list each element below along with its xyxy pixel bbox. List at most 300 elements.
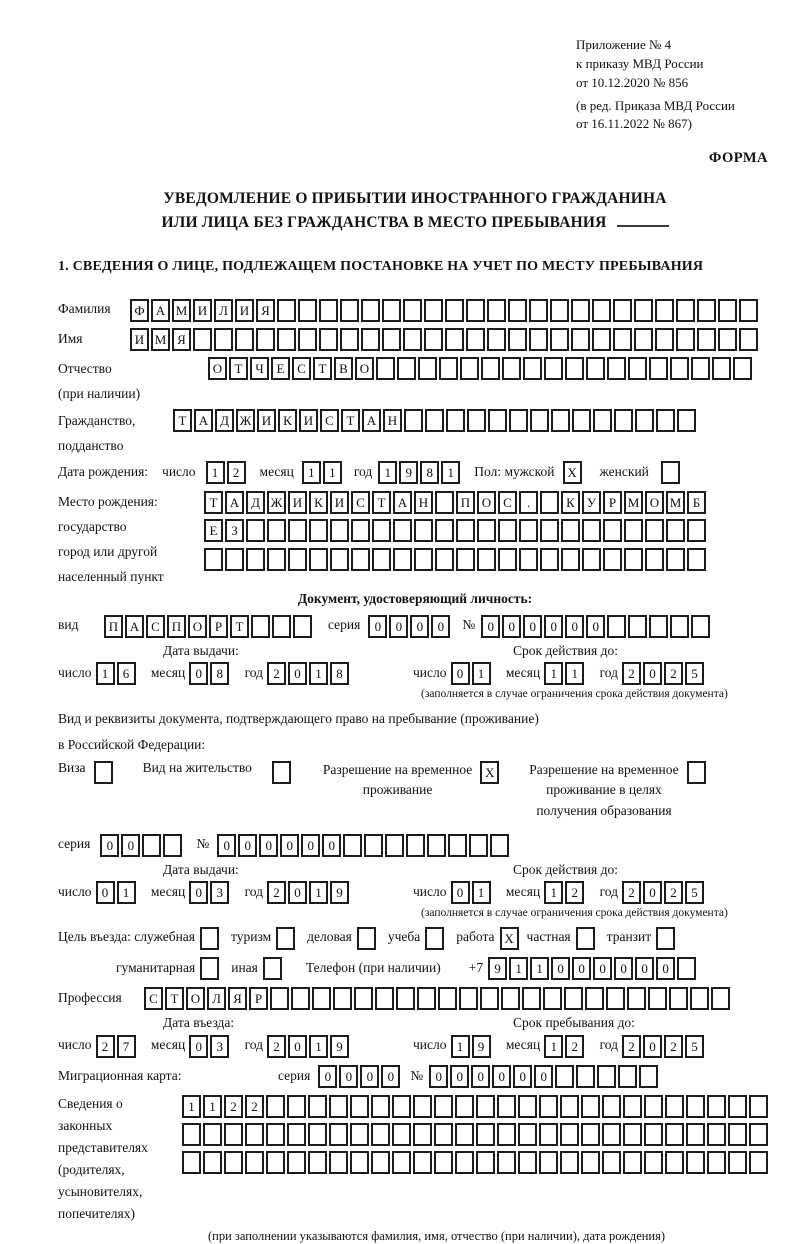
char-box[interactable]: 1 — [530, 957, 549, 980]
char-box[interactable]: 1 — [96, 662, 115, 685]
char-box[interactable] — [298, 328, 317, 351]
char-box[interactable]: 0 — [280, 834, 299, 857]
char-box[interactable] — [639, 1065, 658, 1088]
char-box[interactable] — [340, 328, 359, 351]
char-box[interactable]: М — [172, 299, 191, 322]
char-box[interactable] — [686, 1123, 705, 1146]
char-box[interactable] — [288, 519, 307, 542]
char-box[interactable] — [697, 299, 716, 322]
char-box[interactable] — [623, 1123, 642, 1146]
char-box[interactable]: М — [666, 491, 685, 514]
char-box[interactable]: 8 — [330, 662, 349, 685]
char-box[interactable] — [357, 927, 376, 950]
char-box[interactable]: 8 — [420, 461, 439, 484]
char-box[interactable]: 2 — [267, 662, 286, 685]
char-box[interactable] — [277, 328, 296, 351]
char-box[interactable] — [603, 519, 622, 542]
char-box[interactable]: Ж — [267, 491, 286, 514]
char-box[interactable]: 1 — [472, 881, 491, 904]
char-box[interactable]: 2 — [622, 662, 641, 685]
char-box[interactable] — [602, 1123, 621, 1146]
char-box[interactable]: 1 — [182, 1095, 201, 1118]
char-box[interactable]: 1 — [302, 461, 321, 484]
char-box[interactable]: Р — [603, 491, 622, 514]
char-box[interactable]: 0 — [565, 615, 584, 638]
char-box[interactable] — [246, 548, 265, 571]
char-box[interactable] — [655, 328, 674, 351]
char-box[interactable] — [393, 548, 412, 571]
char-box[interactable] — [677, 409, 696, 432]
char-box[interactable]: 5 — [685, 662, 704, 685]
char-box[interactable]: Я — [228, 987, 247, 1010]
char-box[interactable] — [649, 357, 668, 380]
char-box[interactable] — [266, 1095, 285, 1118]
char-box[interactable] — [424, 299, 443, 322]
char-box[interactable] — [592, 299, 611, 322]
char-box[interactable]: С — [351, 491, 370, 514]
char-box[interactable] — [544, 357, 563, 380]
char-box[interactable]: Л — [214, 299, 233, 322]
char-box[interactable]: 0 — [551, 957, 570, 980]
char-box[interactable]: Т — [372, 491, 391, 514]
char-box[interactable] — [446, 409, 465, 432]
char-box[interactable]: И — [235, 299, 254, 322]
char-box[interactable]: 0 — [635, 957, 654, 980]
char-box[interactable]: С — [292, 357, 311, 380]
char-box[interactable]: 2 — [622, 881, 641, 904]
char-box[interactable] — [518, 1123, 537, 1146]
char-box[interactable]: Т — [173, 409, 192, 432]
char-box[interactable]: 0 — [288, 881, 307, 904]
char-box[interactable] — [560, 1095, 579, 1118]
char-box[interactable] — [163, 834, 182, 857]
char-box[interactable] — [455, 1123, 474, 1146]
char-box[interactable]: 9 — [330, 1035, 349, 1058]
char-box[interactable] — [403, 328, 422, 351]
char-box[interactable]: 0 — [431, 615, 450, 638]
char-box[interactable]: И — [130, 328, 149, 351]
char-box[interactable]: К — [561, 491, 580, 514]
char-box[interactable]: 0 — [410, 615, 429, 638]
char-box[interactable] — [518, 1095, 537, 1118]
char-box[interactable]: У — [582, 491, 601, 514]
char-box[interactable] — [539, 1123, 558, 1146]
char-box[interactable] — [204, 548, 223, 571]
char-box[interactable]: 5 — [685, 1035, 704, 1058]
char-box[interactable] — [351, 519, 370, 542]
char-box[interactable]: 2 — [565, 881, 584, 904]
char-box[interactable] — [509, 409, 528, 432]
char-box[interactable] — [597, 1065, 616, 1088]
char-box[interactable] — [393, 519, 412, 542]
char-box[interactable]: Д — [215, 409, 234, 432]
char-box[interactable] — [467, 409, 486, 432]
char-box[interactable] — [613, 328, 632, 351]
char-box[interactable]: Т — [230, 615, 249, 638]
char-box[interactable] — [618, 1065, 637, 1088]
char-box[interactable]: П — [167, 615, 186, 638]
char-box[interactable]: Д — [246, 491, 265, 514]
char-box[interactable] — [414, 548, 433, 571]
char-box[interactable]: 0 — [259, 834, 278, 857]
char-box[interactable] — [319, 299, 338, 322]
char-box[interactable] — [438, 987, 457, 1010]
char-box[interactable] — [272, 615, 291, 638]
char-box[interactable] — [530, 409, 549, 432]
char-box[interactable] — [333, 987, 352, 1010]
char-box[interactable]: 0 — [121, 834, 140, 857]
char-box[interactable]: 0 — [381, 1065, 400, 1088]
char-box[interactable]: 8 — [210, 662, 229, 685]
char-box[interactable]: К — [309, 491, 328, 514]
char-box[interactable] — [540, 548, 559, 571]
char-box[interactable] — [691, 357, 710, 380]
char-box[interactable] — [576, 1065, 595, 1088]
char-box[interactable] — [376, 357, 395, 380]
char-box[interactable] — [488, 409, 507, 432]
char-box[interactable] — [417, 987, 436, 1010]
char-box[interactable] — [687, 548, 706, 571]
char-box[interactable]: О — [188, 615, 207, 638]
char-box[interactable] — [404, 409, 423, 432]
char-box[interactable] — [371, 1123, 390, 1146]
char-box[interactable]: Л — [207, 987, 226, 1010]
char-box[interactable] — [266, 1123, 285, 1146]
char-box[interactable]: Ф — [130, 299, 149, 322]
char-box[interactable] — [287, 1123, 306, 1146]
char-box[interactable] — [330, 519, 349, 542]
char-box[interactable]: 0 — [471, 1065, 490, 1088]
char-box[interactable]: Н — [414, 491, 433, 514]
char-box[interactable]: 1 — [309, 1035, 328, 1058]
char-box[interactable] — [508, 299, 527, 322]
char-box[interactable]: М — [624, 491, 643, 514]
char-box[interactable]: И — [299, 409, 318, 432]
char-box[interactable] — [456, 519, 475, 542]
char-box[interactable]: 5 — [685, 881, 704, 904]
char-box[interactable] — [435, 519, 454, 542]
char-box[interactable] — [614, 409, 633, 432]
char-box[interactable] — [340, 299, 359, 322]
char-box[interactable] — [628, 357, 647, 380]
char-box[interactable]: Я — [172, 328, 191, 351]
char-box[interactable]: 0 — [451, 881, 470, 904]
char-box[interactable] — [293, 615, 312, 638]
char-box[interactable]: X — [563, 461, 582, 484]
char-box[interactable] — [749, 1095, 768, 1118]
char-box[interactable]: Р — [249, 987, 268, 1010]
char-box[interactable]: К — [278, 409, 297, 432]
char-box[interactable] — [466, 328, 485, 351]
char-box[interactable] — [498, 548, 517, 571]
char-box[interactable] — [635, 409, 654, 432]
char-box[interactable] — [466, 299, 485, 322]
char-box[interactable] — [707, 1123, 726, 1146]
char-box[interactable]: 3 — [210, 881, 229, 904]
char-box[interactable]: А — [362, 409, 381, 432]
char-box[interactable] — [372, 548, 391, 571]
char-box[interactable] — [661, 461, 680, 484]
char-box[interactable] — [277, 299, 296, 322]
char-box[interactable] — [581, 1123, 600, 1146]
char-box[interactable]: Т — [165, 987, 184, 1010]
char-box[interactable] — [481, 357, 500, 380]
char-box[interactable]: С — [146, 615, 165, 638]
char-box[interactable] — [413, 1095, 432, 1118]
char-box[interactable]: 0 — [513, 1065, 532, 1088]
char-box[interactable] — [543, 987, 562, 1010]
char-box[interactable]: X — [500, 927, 519, 950]
char-box[interactable]: О — [477, 491, 496, 514]
char-box[interactable] — [272, 761, 291, 784]
char-box[interactable]: Т — [229, 357, 248, 380]
char-box[interactable] — [497, 1123, 516, 1146]
char-box[interactable]: 0 — [288, 662, 307, 685]
char-box[interactable] — [576, 927, 595, 950]
char-box[interactable] — [397, 357, 416, 380]
char-box[interactable] — [267, 519, 286, 542]
char-box[interactable] — [529, 328, 548, 351]
char-box[interactable] — [623, 1095, 642, 1118]
char-box[interactable]: 1 — [509, 957, 528, 980]
char-box[interactable] — [560, 1123, 579, 1146]
char-box[interactable] — [561, 519, 580, 542]
char-box[interactable] — [476, 1123, 495, 1146]
char-box[interactable]: 1 — [544, 881, 563, 904]
char-box[interactable] — [448, 834, 467, 857]
char-box[interactable] — [396, 987, 415, 1010]
char-box[interactable] — [728, 1095, 747, 1118]
char-box[interactable]: 0 — [100, 834, 119, 857]
char-box[interactable]: 0 — [189, 881, 208, 904]
char-box[interactable]: С — [320, 409, 339, 432]
char-box[interactable] — [728, 1123, 747, 1146]
char-box[interactable]: 0 — [450, 1065, 469, 1088]
char-box[interactable] — [603, 548, 622, 571]
char-box[interactable]: 0 — [593, 957, 612, 980]
char-box[interactable]: А — [151, 299, 170, 322]
char-box[interactable]: В — [334, 357, 353, 380]
char-box[interactable] — [571, 328, 590, 351]
char-box[interactable]: 0 — [481, 615, 500, 638]
char-box[interactable] — [424, 328, 443, 351]
char-box[interactable] — [94, 761, 113, 784]
char-box[interactable]: С — [144, 987, 163, 1010]
char-box[interactable]: А — [393, 491, 412, 514]
char-box[interactable]: Я — [256, 299, 275, 322]
char-box[interactable] — [634, 299, 653, 322]
char-box[interactable]: Ж — [236, 409, 255, 432]
char-box[interactable] — [214, 328, 233, 351]
char-box[interactable]: 1 — [472, 662, 491, 685]
char-box[interactable]: 2 — [664, 1035, 683, 1058]
char-box[interactable] — [585, 987, 604, 1010]
char-box[interactable] — [628, 615, 647, 638]
char-box[interactable] — [656, 927, 675, 950]
char-box[interactable]: 0 — [544, 615, 563, 638]
char-box[interactable]: З — [225, 519, 244, 542]
char-box[interactable]: И — [257, 409, 276, 432]
char-box[interactable] — [245, 1123, 264, 1146]
char-box[interactable]: 2 — [622, 1035, 641, 1058]
char-box[interactable] — [435, 548, 454, 571]
char-box[interactable]: 0 — [339, 1065, 358, 1088]
char-box[interactable] — [382, 328, 401, 351]
char-box[interactable] — [645, 519, 664, 542]
char-box[interactable] — [276, 927, 295, 950]
char-box[interactable] — [582, 548, 601, 571]
char-box[interactable]: 1 — [309, 662, 328, 685]
char-box[interactable]: 2 — [227, 461, 246, 484]
char-box[interactable]: М — [151, 328, 170, 351]
char-box[interactable] — [456, 548, 475, 571]
char-box[interactable]: О — [645, 491, 664, 514]
char-box[interactable] — [592, 328, 611, 351]
char-box[interactable] — [203, 1123, 222, 1146]
char-box[interactable]: 0 — [656, 957, 675, 980]
char-box[interactable] — [606, 987, 625, 1010]
char-box[interactable] — [477, 548, 496, 571]
char-box[interactable] — [718, 299, 737, 322]
char-box[interactable] — [670, 615, 689, 638]
char-box[interactable] — [224, 1123, 243, 1146]
char-box[interactable] — [267, 548, 286, 571]
char-box[interactable] — [582, 519, 601, 542]
char-box[interactable]: 0 — [429, 1065, 448, 1088]
char-box[interactable] — [602, 1095, 621, 1118]
char-box[interactable]: 1 — [309, 881, 328, 904]
char-box[interactable] — [550, 328, 569, 351]
char-box[interactable]: 0 — [238, 834, 257, 857]
char-box[interactable]: 1 — [378, 461, 397, 484]
char-box[interactable] — [291, 987, 310, 1010]
char-box[interactable]: А — [225, 491, 244, 514]
char-box[interactable] — [455, 1095, 474, 1118]
char-box[interactable] — [739, 328, 758, 351]
char-box[interactable]: 0 — [189, 1035, 208, 1058]
char-box[interactable] — [645, 548, 664, 571]
char-box[interactable] — [665, 1123, 684, 1146]
char-box[interactable] — [312, 987, 331, 1010]
char-box[interactable]: 2 — [267, 1035, 286, 1058]
char-box[interactable] — [677, 957, 696, 980]
char-box[interactable]: Т — [313, 357, 332, 380]
char-box[interactable]: Е — [271, 357, 290, 380]
char-box[interactable] — [350, 1123, 369, 1146]
char-box[interactable]: 7 — [117, 1035, 136, 1058]
char-box[interactable]: 1 — [451, 1035, 470, 1058]
char-box[interactable]: 1 — [544, 662, 563, 685]
char-box[interactable] — [459, 987, 478, 1010]
char-box[interactable] — [354, 987, 373, 1010]
char-box[interactable]: Т — [341, 409, 360, 432]
char-box[interactable] — [182, 1123, 201, 1146]
char-box[interactable] — [439, 357, 458, 380]
char-box[interactable] — [670, 357, 689, 380]
char-box[interactable]: 1 — [544, 1035, 563, 1058]
char-box[interactable] — [476, 1095, 495, 1118]
char-box[interactable]: 0 — [502, 615, 521, 638]
char-box[interactable] — [270, 987, 289, 1010]
char-box[interactable] — [676, 328, 695, 351]
char-box[interactable] — [385, 834, 404, 857]
char-box[interactable]: С — [498, 491, 517, 514]
char-box[interactable]: Р — [209, 615, 228, 638]
char-box[interactable]: 2 — [245, 1095, 264, 1118]
char-box[interactable]: А — [194, 409, 213, 432]
char-box[interactable]: 9 — [488, 957, 507, 980]
char-box[interactable] — [372, 519, 391, 542]
char-box[interactable]: 0 — [301, 834, 320, 857]
char-box[interactable] — [445, 328, 464, 351]
char-box[interactable] — [564, 987, 583, 1010]
char-box[interactable]: 3 — [210, 1035, 229, 1058]
char-box[interactable] — [655, 299, 674, 322]
char-box[interactable] — [403, 299, 422, 322]
char-box[interactable] — [330, 548, 349, 571]
char-box[interactable] — [565, 357, 584, 380]
char-box[interactable] — [329, 1095, 348, 1118]
char-box[interactable] — [251, 615, 270, 638]
char-box[interactable] — [308, 1123, 327, 1146]
char-box[interactable]: А — [125, 615, 144, 638]
char-box[interactable] — [572, 409, 591, 432]
char-box[interactable] — [739, 299, 758, 322]
char-box[interactable] — [697, 328, 716, 351]
char-box[interactable] — [581, 1095, 600, 1118]
char-box[interactable] — [502, 357, 521, 380]
char-box[interactable]: 1 — [565, 662, 584, 685]
char-box[interactable]: Ч — [250, 357, 269, 380]
char-box[interactable] — [624, 519, 643, 542]
char-box[interactable] — [200, 927, 219, 950]
char-box[interactable]: О — [208, 357, 227, 380]
char-box[interactable] — [666, 519, 685, 542]
char-box[interactable] — [607, 615, 626, 638]
char-box[interactable] — [648, 987, 667, 1010]
char-box[interactable] — [571, 299, 590, 322]
char-box[interactable]: 0 — [572, 957, 591, 980]
char-box[interactable] — [487, 299, 506, 322]
char-box[interactable] — [624, 548, 643, 571]
char-box[interactable]: 0 — [534, 1065, 553, 1088]
char-box[interactable] — [414, 519, 433, 542]
char-box[interactable]: 0 — [368, 615, 387, 638]
char-box[interactable]: X — [480, 761, 499, 784]
char-box[interactable] — [634, 328, 653, 351]
char-box[interactable] — [749, 1123, 768, 1146]
char-box[interactable] — [309, 548, 328, 571]
char-box[interactable]: И — [193, 299, 212, 322]
char-box[interactable] — [434, 1095, 453, 1118]
char-box[interactable]: О — [186, 987, 205, 1010]
char-box[interactable] — [540, 519, 559, 542]
char-box[interactable] — [644, 1095, 663, 1118]
char-box[interactable] — [477, 519, 496, 542]
char-box[interactable]: 2 — [664, 662, 683, 685]
char-box[interactable] — [392, 1095, 411, 1118]
char-box[interactable]: 1 — [206, 461, 225, 484]
char-box[interactable] — [687, 761, 706, 784]
char-box[interactable] — [142, 834, 161, 857]
char-box[interactable]: 9 — [330, 881, 349, 904]
char-box[interactable] — [425, 927, 444, 950]
char-box[interactable] — [649, 615, 668, 638]
char-box[interactable] — [308, 1095, 327, 1118]
char-box[interactable]: Б — [687, 491, 706, 514]
char-box[interactable] — [287, 1095, 306, 1118]
char-box[interactable] — [445, 299, 464, 322]
